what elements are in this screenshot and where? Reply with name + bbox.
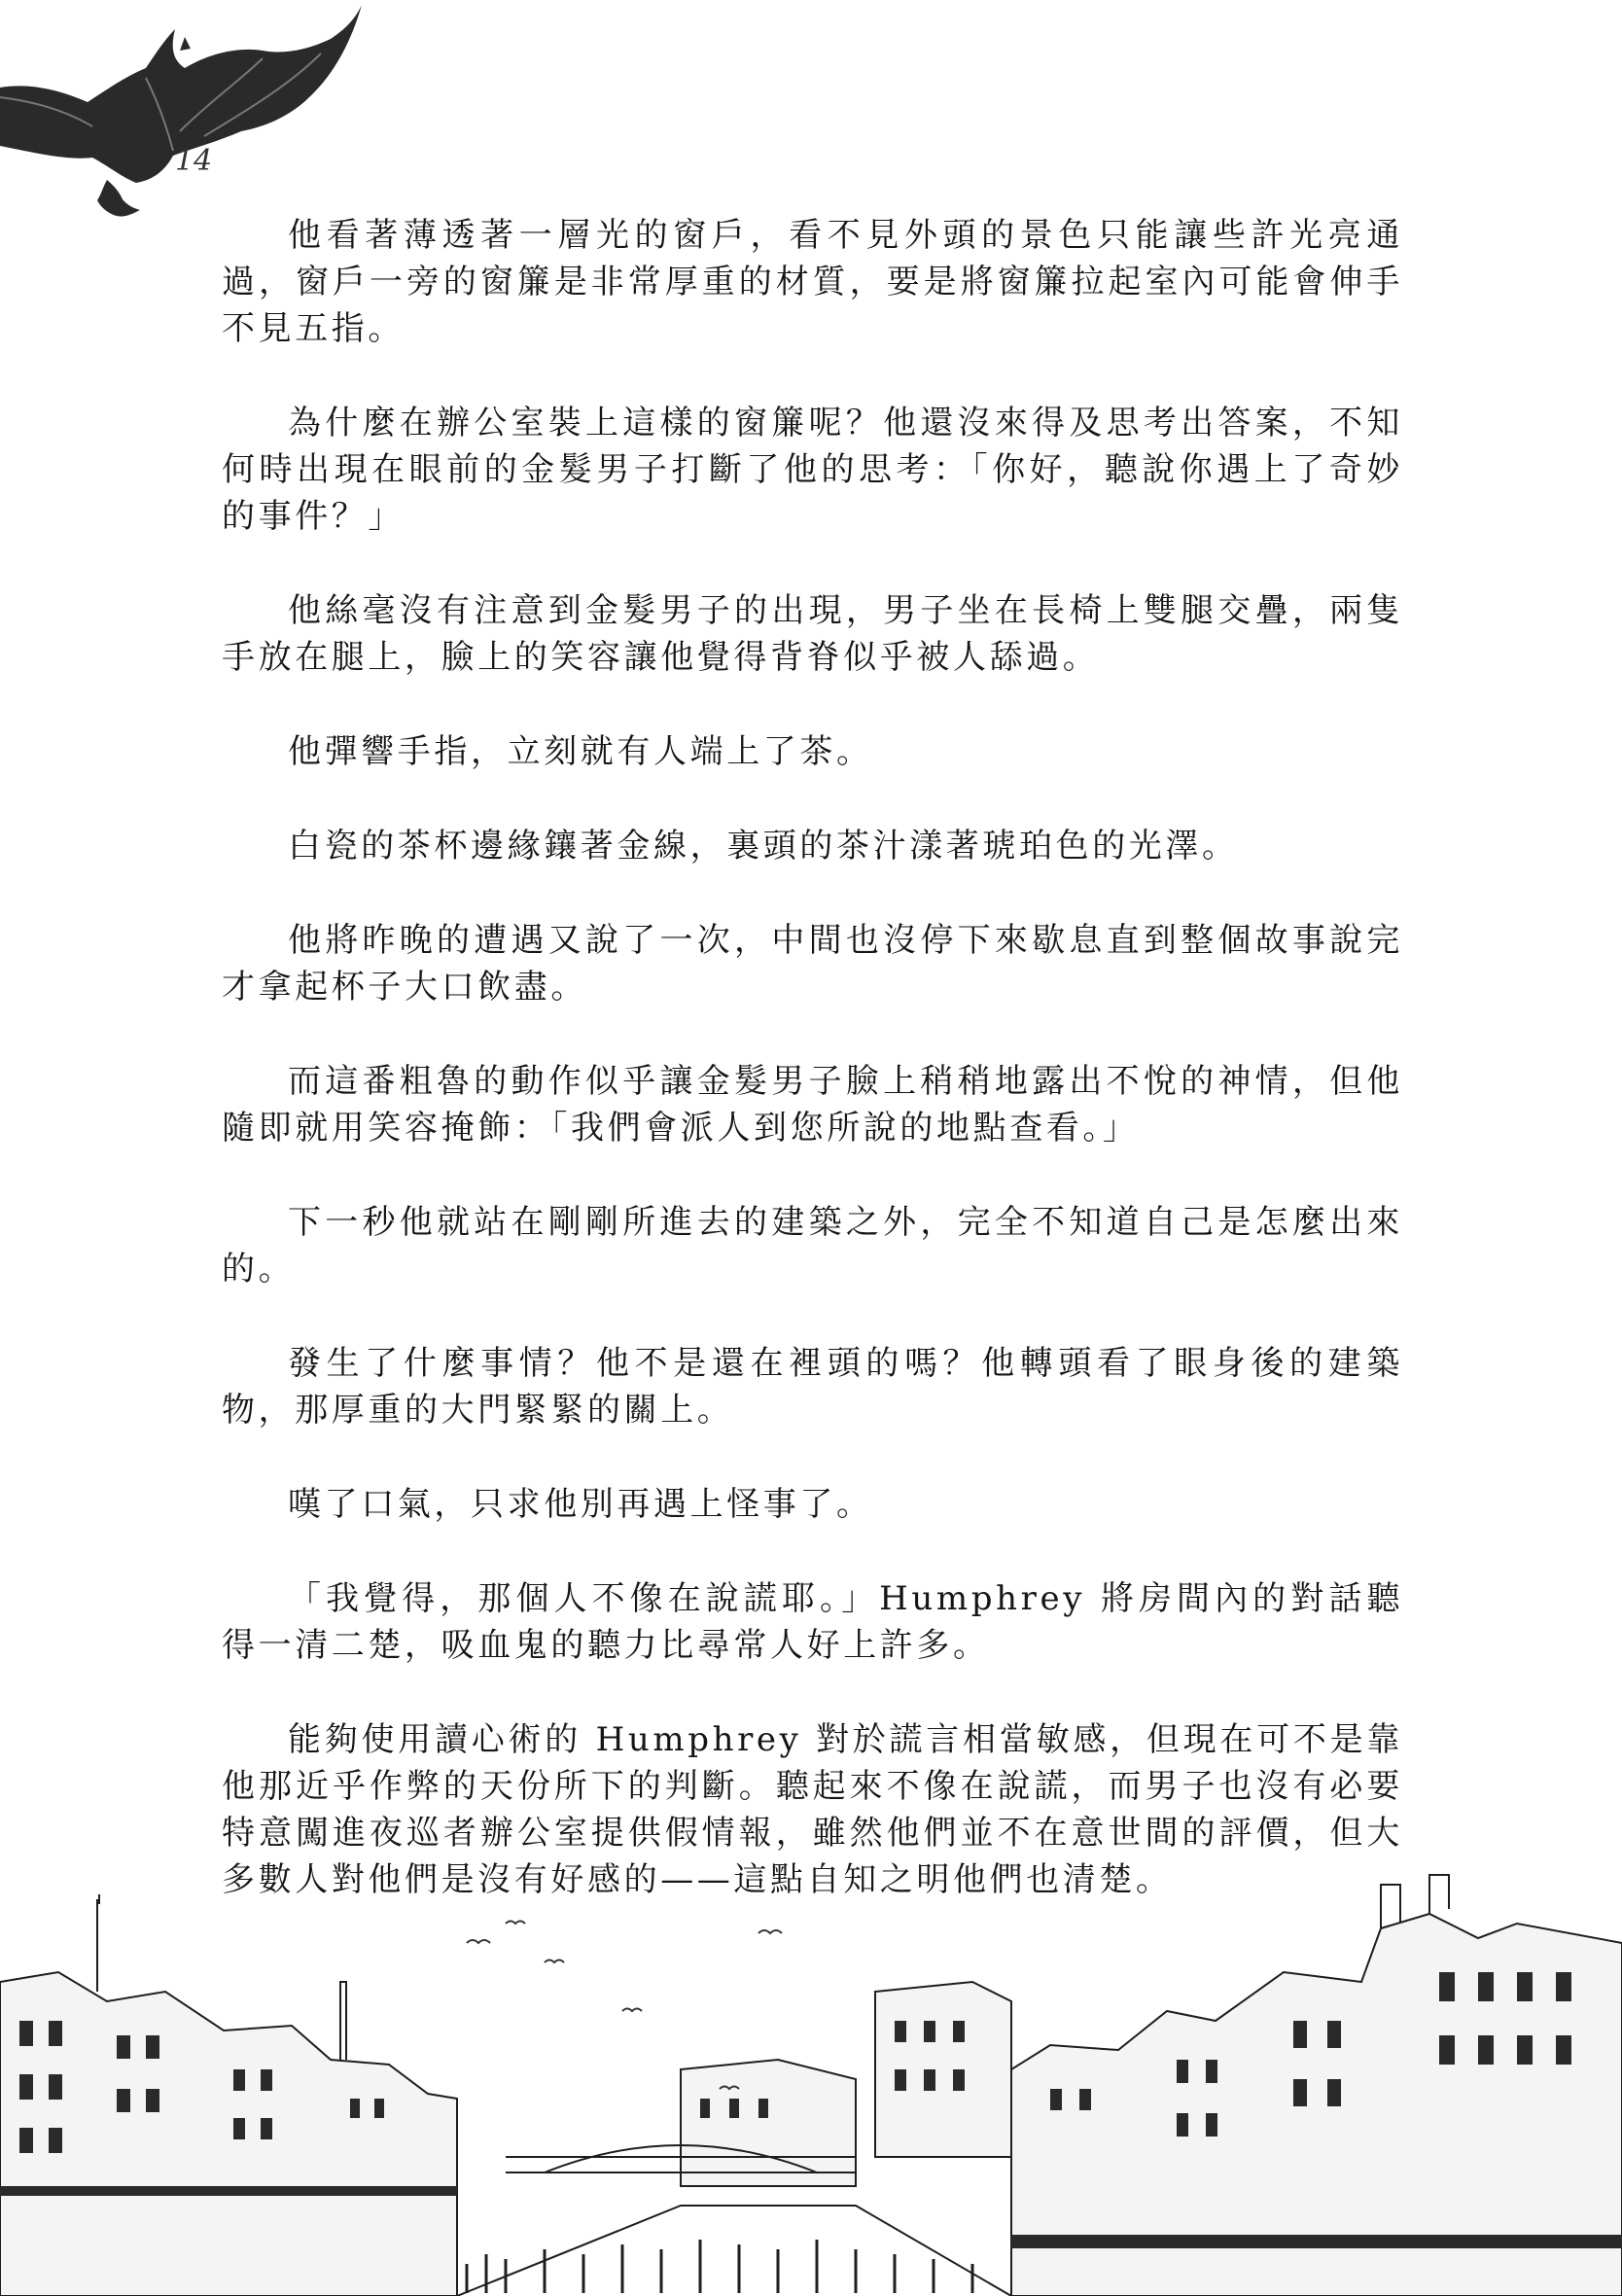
paragraph: 「我覺得，那個人不像在說謊耶。」Humphrey 將房間內的對話聽得一清二楚，吸血鬼的聽力比尋常人好上許多。: [222, 1579, 1403, 1665]
paragraph: 而這番粗魯的動作似乎讓金髮男子臉上稍稍地露出不悅的神情，但他隨即就用笑容掩飾：「我們會派人到您所說的地點查看。」: [222, 1062, 1403, 1148]
paragraph: 嘆了口氣，只求他別再遇上怪事了。: [288, 1485, 873, 1524]
bat-illustration: [0, 0, 370, 243]
paragraph: 他將昨晚的遭遇又說了一次，中間也沒停下來歇息直到整個故事說完才拿起杯子大口飲盡。: [222, 921, 1403, 1007]
paragraph: 為什麼在辦公室裝上這樣的窗簾呢？他還沒來得及思考出答案，不知何時出現在眼前的金髮男子打斷了他的思考：「你好，聽說你遇上了奇妙的事件？」: [222, 404, 1403, 536]
page-number: 14: [175, 144, 213, 178]
text-body: [222, 212, 1403, 1951]
paragraph: 他絲毫沒有注意到金髮男子的出現，男子坐在長椅上雙腿交疊，兩隻手放在腿上，臉上的笑容讓他覺得背脊似乎被人舔過。: [222, 591, 1403, 677]
paragraph: 下一秒他就站在剛剛所進去的建築之外，完全不知道自己是怎麼出來的。: [222, 1203, 1403, 1289]
paragraph: 他看著薄透著一層光的窗戶，看不見外頭的景色只能讓些許光亮通過，窗戶一旁的窗簾是非常厚重的材質，要是將窗簾拉起室內可能會伸手不見五指。: [222, 216, 1403, 348]
street-scene-illustration: [0, 1865, 1622, 2296]
paragraph: 白瓷的茶杯邊緣鑲著金線，裏頭的茶汁漾著琥珀色的光澤。: [288, 827, 1239, 865]
paragraph: 能夠使用讀心術的 Humphrey 對於謊言相當敏感，但現在可不是靠他那近乎作弊的天份所下的判斷。聽起來不像在說謊，而男子也沒有必要特意闖進夜巡者辦公室提供假情報，雖然他們並不在意世間的評價，但大多數人對他們是沒有好感的——這點自知之明他們也清楚。: [222, 1720, 1403, 1899]
paragraph: 發生了什麼事情？他不是還在裡頭的嗎？他轉頭看了眼身後的建築物，那厚重的大門緊緊的關上。: [222, 1344, 1403, 1430]
paragraph: 他彈響手指，立刻就有人端上了茶。: [288, 732, 873, 771]
